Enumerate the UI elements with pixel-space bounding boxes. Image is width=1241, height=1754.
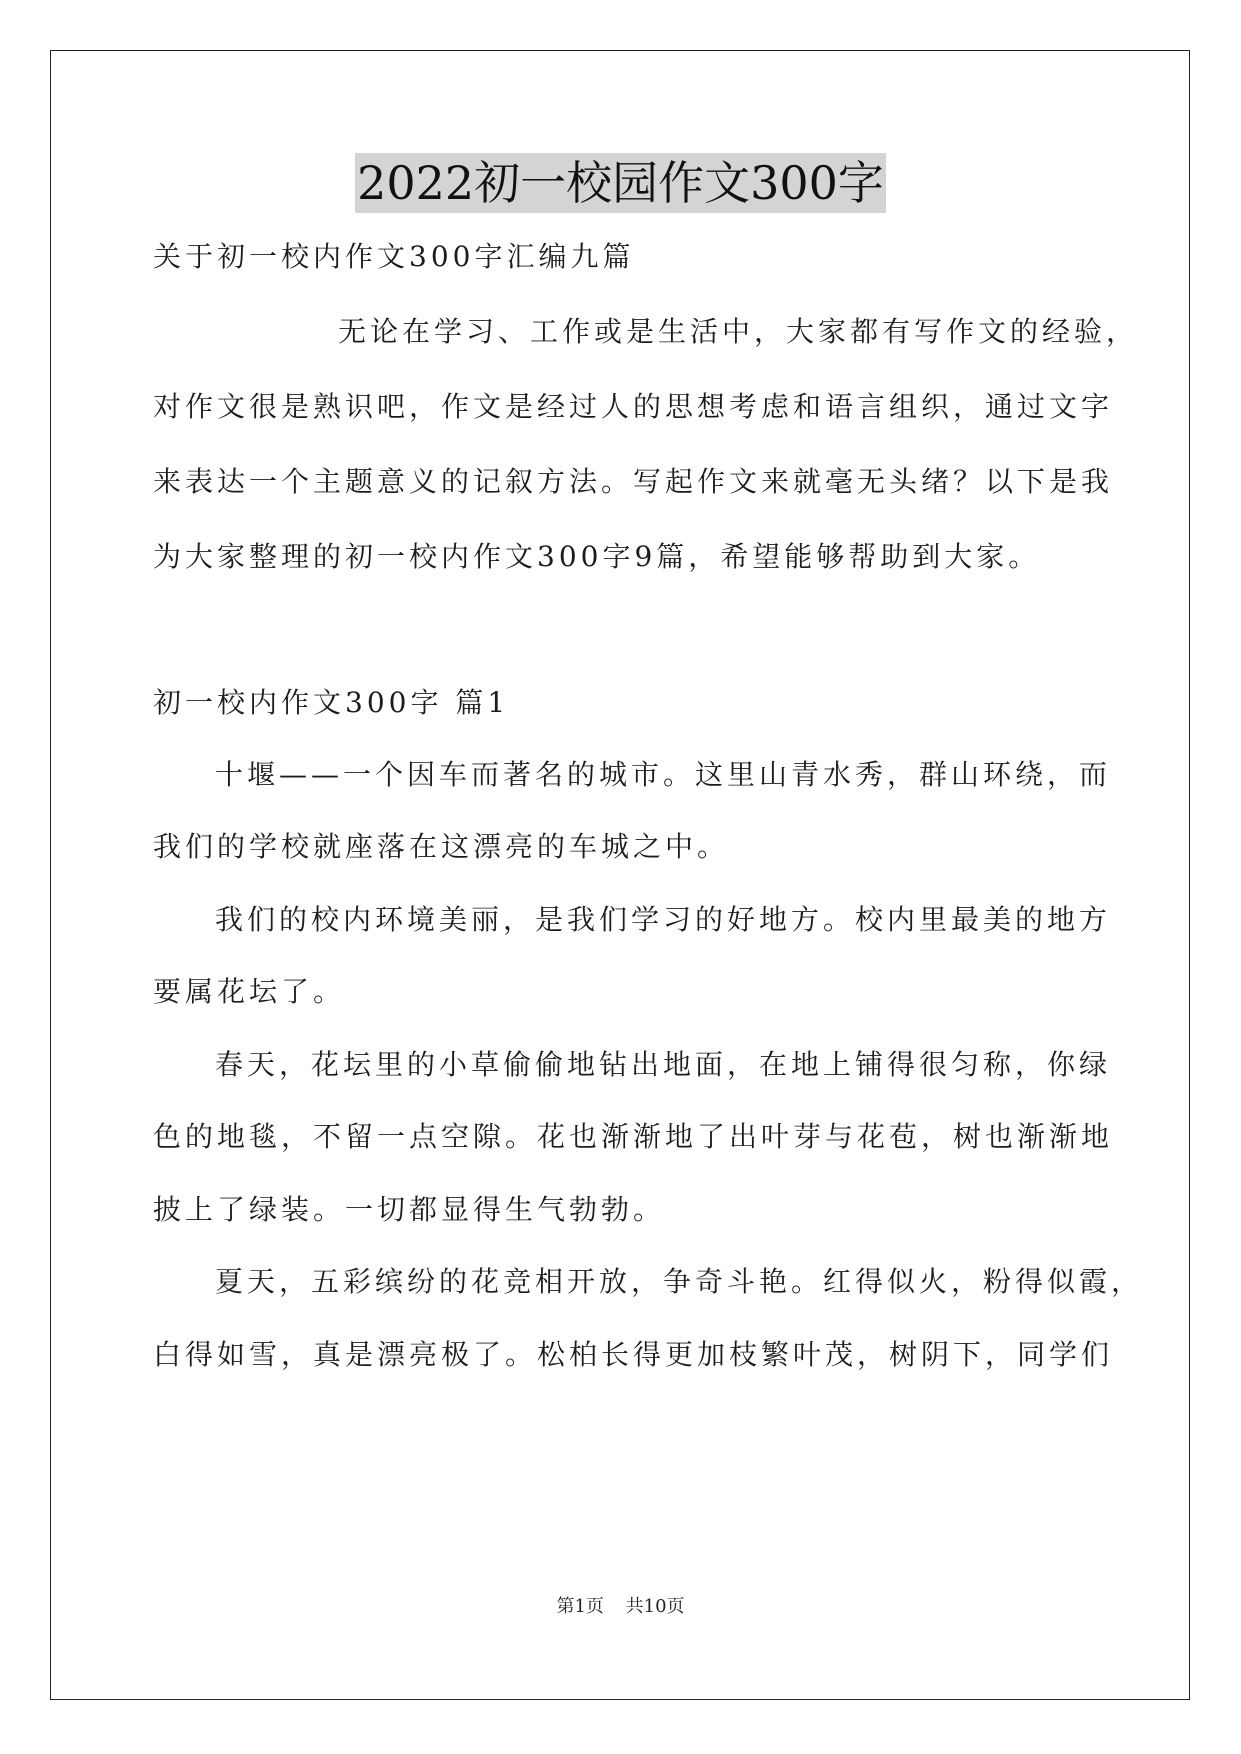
section-heading: 初一校内作文300字 篇1	[153, 686, 510, 719]
body-line: 春天，花坛里的小草偷偷地钻出地面，在地上铺得很匀称，你绿	[215, 1048, 1112, 1081]
title-container	[0, 153, 1241, 213]
page-footer	[0, 1592, 1241, 1618]
body-line: 白得如雪，真是漂亮极了。松柏长得更加枝繁叶茂，树阴下，同学们	[153, 1338, 1114, 1371]
page-total: 共10页	[625, 1596, 685, 1617]
intro-line: 来表达一个主题意义的记叙方法。写起作文来就毫无头绪？以下是我	[153, 465, 1114, 498]
body-line: 我们的校内环境美丽，是我们学习的好地方。校内里最美的地方	[215, 903, 1112, 936]
intro-line: 对作文很是熟识吧，作文是经过人的思想考虑和语言组织，通过文字	[153, 390, 1114, 423]
page-number: 第1页	[556, 1596, 604, 1617]
body-line: 要属花坛了。	[153, 975, 346, 1008]
body-line: 披上了绿装。一切都显得生气勃勃。	[153, 1193, 666, 1226]
body-line: 我们的学校就座落在这漂亮的车城之中。	[153, 830, 730, 863]
body-line: 色的地毯，不留一点空隙。花也渐渐地了出叶芽与花苞，树也渐渐地	[153, 1120, 1114, 1153]
body-line: 十堰——一个因车而著名的城市。这里山青水秀，群山环绕，而	[215, 758, 1112, 791]
subtitle: 关于初一校内作文300字汇编九篇	[153, 240, 635, 273]
intro-line: 无论在学习、工作或是生活中，大家都有写作文的经验，	[338, 315, 1139, 348]
intro-line: 为大家整理的初一校内作文300字9篇，希望能够帮助到大家。	[153, 540, 1041, 573]
page-border	[50, 50, 1190, 1700]
document-title: 2022初一校园作文300字	[355, 153, 886, 213]
body-line: 夏天，五彩缤纷的花竞相开放，争奇斗艳。红得似火，粉得似霞，	[215, 1265, 1144, 1298]
